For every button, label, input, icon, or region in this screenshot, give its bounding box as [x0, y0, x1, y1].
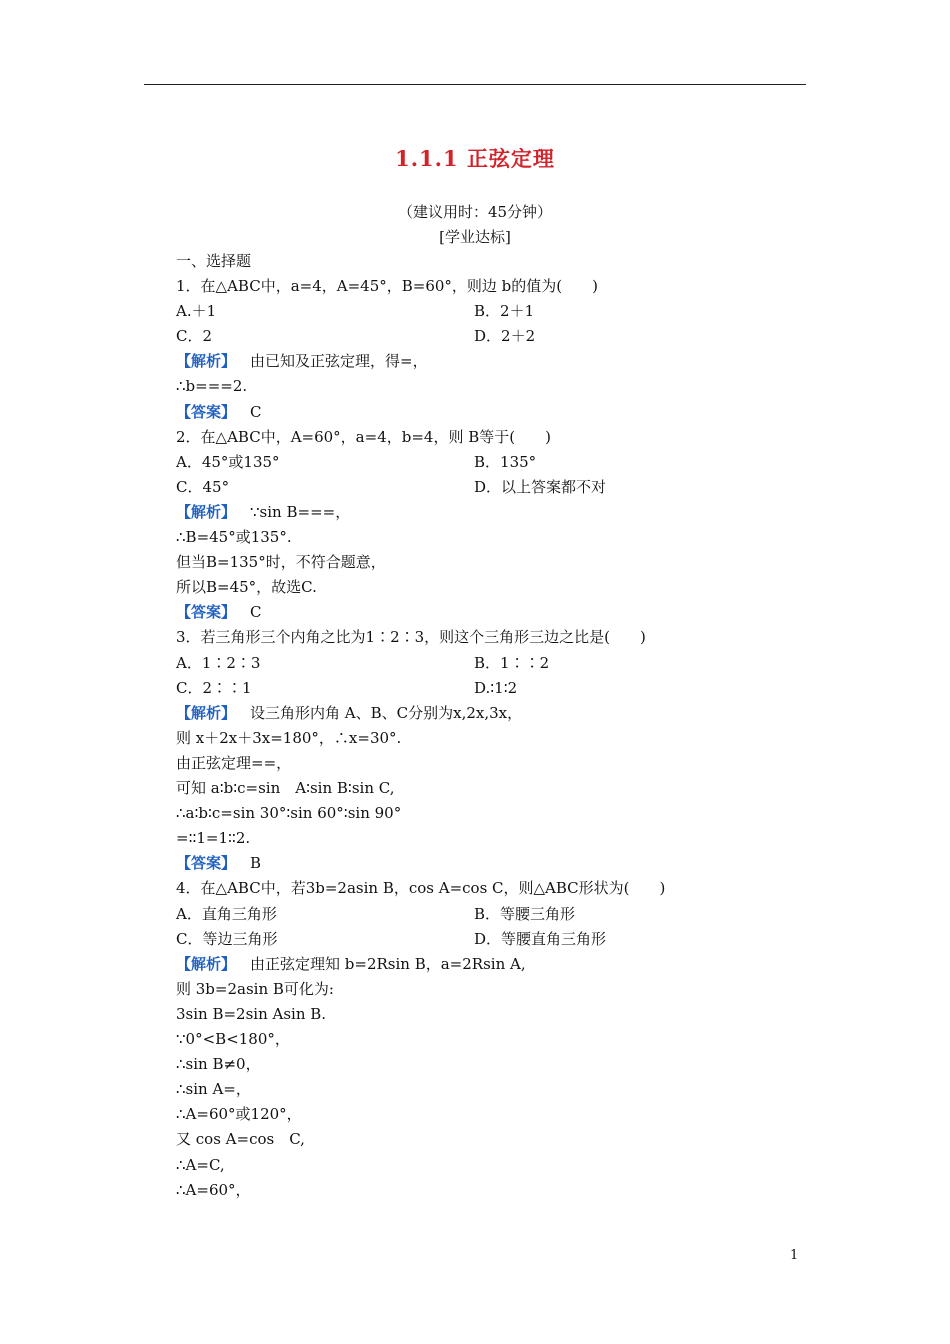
line-text: =∶∶1=1∶∶2. [176, 829, 251, 848]
annotated-line [176, 351, 428, 371]
line-text: 由正弦定理知 b=2Rsin B，a=2Rsin A, [250, 954, 526, 973]
section-heading: 一、选择题 [176, 252, 252, 270]
line-text: ∴sin A=， [176, 1080, 251, 1099]
line-text: C [250, 402, 262, 421]
line-text: C [250, 603, 262, 622]
text-line [176, 929, 277, 949]
text-line [176, 904, 277, 924]
text-line [176, 753, 291, 773]
line-text: A．1∶2∶3 [176, 653, 261, 672]
text-line [176, 1029, 290, 1049]
option-right: B．1∶∶2 [474, 653, 550, 672]
text-line [176, 1155, 225, 1175]
annotated-line [176, 602, 262, 622]
text-line [176, 1054, 261, 1074]
annotation-tag: 【解析】 [176, 502, 237, 521]
level-label: [学业达标] [439, 228, 511, 246]
line-text: ∴sin B≠0， [176, 1055, 261, 1074]
text-line [176, 427, 551, 447]
line-text: A.＋1 [176, 302, 217, 321]
annotation-tag: 【解析】 [176, 954, 237, 973]
text-line [176, 778, 394, 798]
text-line [176, 979, 334, 999]
line-text: A．45°或135° [176, 452, 280, 471]
line-text: ∵sin B===， [250, 502, 351, 521]
line-text: 1．在△ABC中，a=4，A=45°，B=60°，则边 b的值为( ) [176, 277, 598, 295]
text-line [176, 1079, 251, 1099]
line-text: C．2∶∶1 [176, 678, 252, 697]
text-line [176, 803, 401, 823]
line-text: 2．在△ABC中，A=60°，a=4，b=4，则 B等于( ) [176, 427, 551, 446]
line-text: 则 3b=2asin B可化为: [176, 979, 334, 998]
text-line [176, 653, 260, 673]
option-right: D．2＋2 [474, 327, 536, 346]
annotated-line [176, 954, 526, 974]
annotation-tag: 【答案】 [176, 854, 237, 873]
line-text: 3．若三角形三个内角之比为1∶2∶3，则这个三角形三边之比是( ) [176, 628, 646, 647]
line-text: 3sin B=2sin Asin B. [176, 1004, 327, 1023]
annotated-line [176, 703, 522, 723]
line-text: 4．在△ABC中，若3b=2asin B，cos A=cos C，则△ABC形状为( ) [176, 879, 666, 898]
line-text: 又 cos A=cos C, [176, 1130, 305, 1149]
annotated-line [176, 402, 262, 422]
line-text: ∴a∶b∶c=sin 30°∶sin 60°∶sin 90° [176, 804, 402, 823]
option-right: D．以上答案都不对 [474, 477, 607, 496]
text-line [176, 627, 646, 647]
text-line [176, 477, 229, 497]
text-line [176, 1129, 305, 1149]
line-text: C．2 [176, 327, 213, 346]
text-line [176, 828, 250, 848]
text-line [176, 728, 401, 748]
annotation-tag: 【解析】 [176, 352, 237, 371]
annotation-tag: 【答案】 [176, 402, 237, 421]
text-line [176, 1004, 326, 1024]
line-text: 设三角形内角 A、B、C分别为x,2x,3x， [250, 703, 523, 722]
line-text: B [250, 854, 262, 873]
annotated-line [176, 502, 350, 522]
line-text: 但当B=135°时，不符合题意， [176, 553, 386, 572]
text-line [176, 1104, 302, 1124]
page-title: 1.1.1 正弦定理 [395, 146, 555, 171]
line-text: ∵0°<B<180°， [176, 1030, 290, 1048]
line-text: 所以B=45°，故选C. [176, 578, 317, 597]
line-text: 可知 a∶b∶c=sin A∶sin B∶sin C, [176, 779, 395, 797]
option-right: B．2＋1 [474, 302, 535, 321]
time-note: （建议用时：45分钟） [397, 203, 553, 221]
line-text: C．等边三角形 [176, 929, 278, 948]
option-right: D．等腰直角三角形 [474, 929, 607, 948]
option-right: B．135° [474, 452, 537, 471]
line-text: ∴B=45°或135°. [176, 528, 292, 546]
text-line [176, 678, 252, 698]
annotation-tag: 【解析】 [176, 703, 237, 722]
page-number: 1 [790, 1248, 799, 1263]
text-line [176, 878, 665, 898]
text-line [176, 301, 216, 321]
line-text: C．45° [176, 477, 230, 496]
text-line [176, 577, 317, 597]
text-line [176, 527, 292, 547]
line-text: ∴A=60°或120°， [176, 1105, 302, 1124]
annotation-tag: 【答案】 [176, 603, 237, 622]
text-line [176, 452, 280, 472]
line-text: A．直角三角形 [176, 904, 277, 923]
option-right: D.∶1∶2 [474, 678, 518, 697]
text-line [176, 1180, 251, 1200]
text-line [176, 276, 598, 296]
annotated-line [176, 853, 261, 873]
line-text: 由已知及正弦定理，得=， [250, 352, 428, 371]
line-text: ∴A=C, [176, 1155, 225, 1174]
line-text: 则 x＋2x＋3x=180°，∴x=30°. [176, 728, 402, 747]
line-text: 由正弦定理==， [176, 753, 292, 772]
option-right: B．等腰三角形 [474, 904, 576, 923]
text-line [176, 326, 212, 346]
text-line [176, 376, 247, 396]
line-text: ∴A=60°， [176, 1180, 251, 1199]
header-rule [144, 84, 806, 85]
line-text: ∴b===2. [176, 377, 248, 396]
text-line [176, 552, 386, 572]
